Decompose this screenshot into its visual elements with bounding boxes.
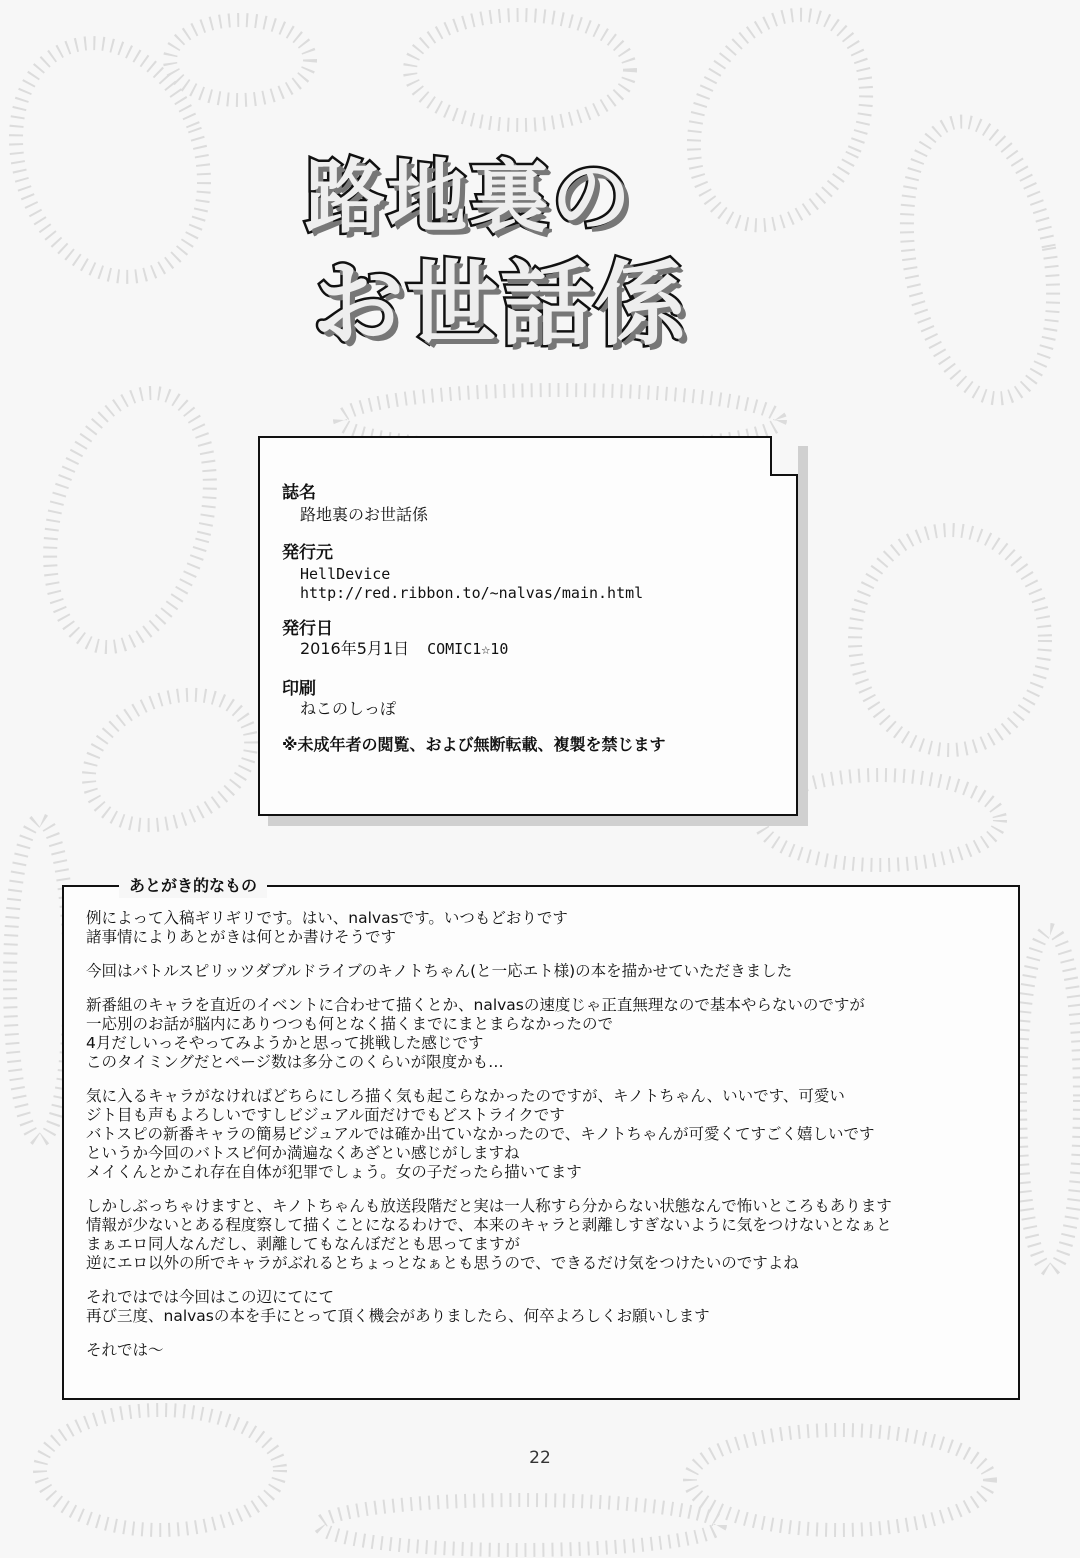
afterword-line: 逆にエロ以外の所でキャラがぶれるとちょっとなぁとも思うので、できるだけ気をつけたいのですよね [86,1254,799,1272]
colophon-event: COMIC1☆10 [427,640,509,658]
colophon-box [258,436,798,816]
afterword-line: 今回はバトルスピリッツダブルドライブのキノトちゃん(と一応エト様)の本を描かせていただきました [86,962,793,980]
colophon-date-label: 発行日 [282,619,333,639]
afterword-paragraph [86,909,1006,947]
colophon-corner-notch [770,436,798,476]
afterword-heading: あとがき的なもの [119,874,267,898]
afterword-paragraph [86,1087,1006,1182]
afterword-paragraph [86,962,1006,981]
afterword-line: ジト目も声もよろしいですしビジュアル面だけでもどストライクです [86,1106,565,1124]
afterword-line: 一応別のお話が脳内にありつつも何となく描くまでにまとまらなかったので [86,1015,614,1033]
afterword-line: まぁエロ同人なんだし、剥離してもなんぼだとも思ってますが [86,1235,521,1253]
afterword-line: しかしぶっちゃけますと、キノトちゃんも放送段階だと実は一人称すら分からない状態なんで怖いところもあります [86,1197,892,1215]
afterword-paragraph [86,1341,1006,1360]
colophon-title-value: 路地裏のお世話係 [300,505,429,524]
afterword-line: それでは～ [86,1341,164,1359]
afterword-paragraph [86,1288,1006,1326]
afterword-line: それではでは今回はこの辺にてにて [86,1288,335,1306]
title-line-1: 路地裏の [305,151,633,244]
afterword-line: 新番組のキャラを直近のイベントに合わせて描くとか、nalvasの速度じゃ正直無理なので基本やらないのですが [86,996,865,1014]
colophon-date-row [300,638,508,660]
afterword-line: 例によって入稿ギリギリです。はい、nalvasです。いつもどおりです [86,909,568,927]
colophon-print-label: 印刷 [282,679,316,699]
afterword-line: 再び三度、nalvasの本を手にとって頂く機会がありましたら、何卒よろしくお願いします [86,1307,710,1325]
afterword-paragraph [86,1197,1006,1273]
colophon-title-label: 誌名 [282,483,316,503]
colophon-publisher-url: http://red.ribbon.to/~nalvas/main.html [300,584,644,602]
colophon-date-value: 2016年5月1日 [300,639,410,658]
afterword-body [86,909,1006,1375]
book-title [0,150,1080,380]
afterword-line: バトスピの新番キャラの簡易ビジュアルでは確か出ていなかったので、キノトちゃんが可愛くてすごく嬉しいです [86,1125,875,1143]
afterword-paragraph [86,996,1006,1072]
colophon-publisher-name: HellDevice [300,565,391,583]
title-line-2: お世話係 [312,251,689,358]
colophon-publisher-label: 発行元 [282,543,333,563]
afterword-box [62,876,1020,1400]
colophon-print-value: ねこのしっぽ [300,699,397,718]
afterword-line: このタイミングだとページ数は多分このくらいが限度かも… [86,1053,504,1071]
afterword-line: メイくんとかこれ存在自体が犯罪でしょう。女の子だったら描いてます [86,1163,582,1181]
afterword-line: というか今回のバトスピ何か満遍なくあざとい感じがしますね [86,1144,520,1162]
afterword-line: 情報が少ないとある程度察して描くことになるわけで、本来のキャラと剥離しすぎないように気をつけないとなぁと [86,1216,892,1234]
afterword-line: 諸事情によりあとがきは何とか書けそうです [86,928,397,946]
afterword-line: 気に入るキャラがなければどちらにしろ描く気も起こらなかったのですが、キノトちゃん、いいです、可愛い [86,1087,845,1105]
page-number: 22 [529,1448,551,1468]
colophon-warning: ※未成年者の閲覧、および無断転載、複製を禁じます [282,735,666,754]
afterword-line: 4月だしいっそやってみようかと思って挑戦した感じです [86,1034,484,1052]
